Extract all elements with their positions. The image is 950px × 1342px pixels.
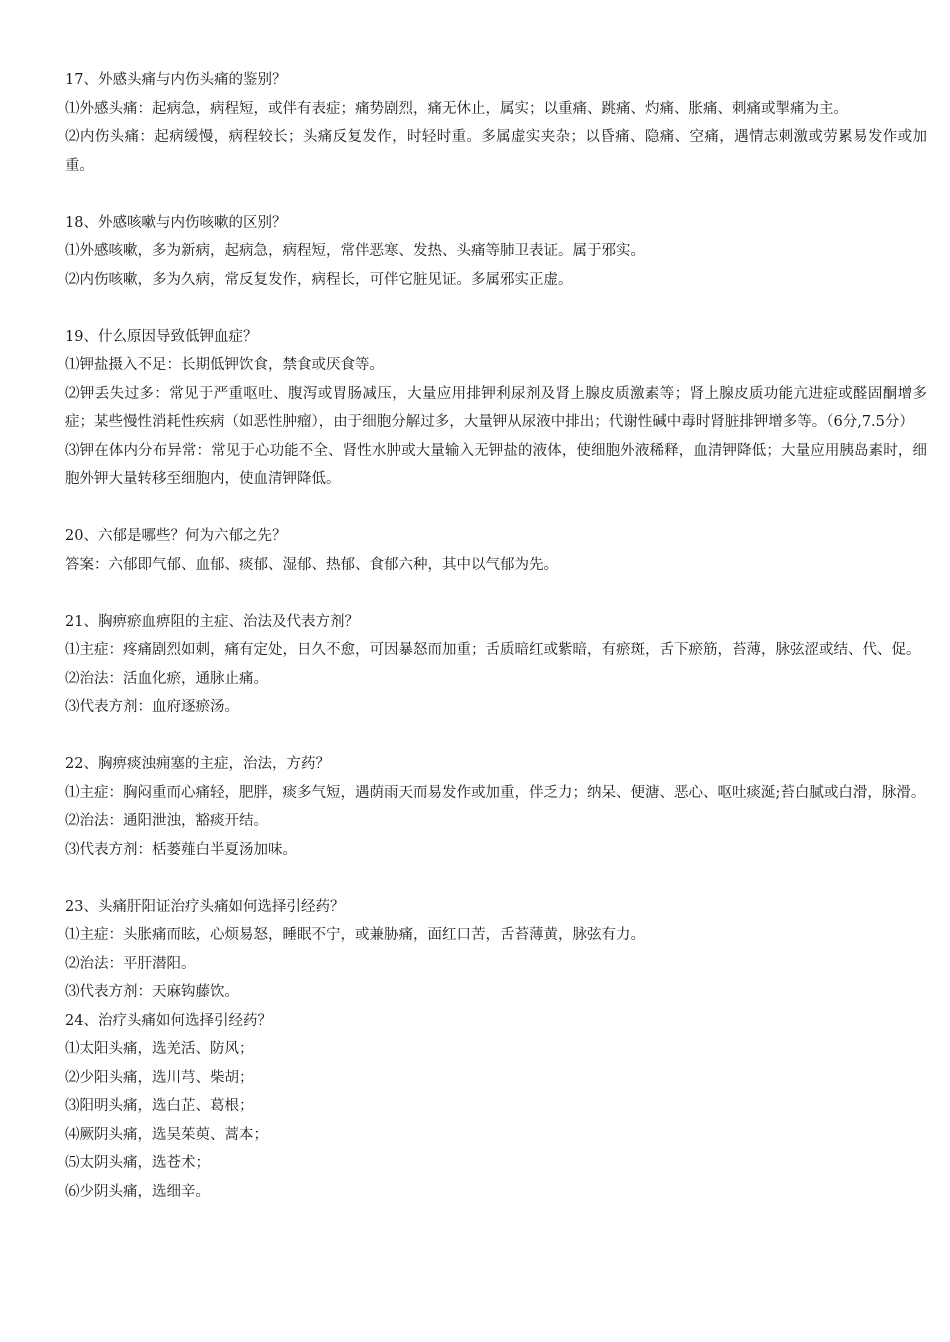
section-spacer: [65, 579, 927, 608]
answer-line: ⑶钾在体内分布异常：常见于心功能不全、肾性水肿或大量输入无钾盐的液体，使细胞外液稀释，血清钾降低；大量应用胰岛素时，细胞外钾大量转移至细胞内，使血清钾降低。: [65, 442, 927, 487]
question-heading: 20、六郁是哪些？何为六郁之先？: [65, 528, 287, 544]
answer-line: ⑶阳明头痛，选白芷、葛根；: [65, 1098, 254, 1114]
answer-line: ⑵内伤咳嗽，多为久病，常反复发作，病程长，可伴它脏见证。多属邪实正虚。: [65, 271, 573, 288]
section-20: [65, 522, 927, 579]
section-spacer: [65, 494, 927, 523]
answer-line: ⑴钾盐摄入不足：长期低钾饮食，禁食或厌食等。: [65, 357, 384, 373]
answer-line: ⑵内伤头痛：起病缓慢，病程较长；头痛反复发作，时轻时重。多属虚实夹杂；以昏痛、隐痛、空痛，遇情志刺激或劳累易发作或加重。: [65, 129, 927, 174]
answer-line: ⑵少阳头痛，选川芎、柴胡；: [65, 1069, 254, 1086]
answer-line: ⑸太阴头痛，选苍术；: [65, 1155, 210, 1171]
section-spacer: [65, 180, 927, 209]
answer-line: ⑶代表方剂：栝蒌薤白半夏汤加味。: [65, 841, 297, 858]
answer-line: ⑴主症：胸闷重而心痛轻，肥胖，痰多气短，遇荫雨天而易发作或加重，伴乏力；纳呆、便溏、恶心、呕吐痰涎;苔白腻或白滑，脉滑。: [65, 784, 926, 801]
section-18: [65, 209, 927, 295]
question-heading: 17、外感头痛与内伤头痛的鉴别？: [65, 72, 287, 88]
answer-line: ⑶代表方剂：血府逐瘀汤。: [65, 699, 239, 715]
question-heading: 23、头痛肝阳证治疗头痛如何选择引经药？: [65, 898, 345, 915]
answer-line: ⑴外感咳嗽，多为新病，起病急，病程短，常伴恶寒、发热、头痛等肺卫表证。属于邪实。: [65, 243, 645, 259]
section-24: [65, 1007, 927, 1207]
answer-line: ⑵钾丢失过多：常见于严重呕吐、腹泻或胃肠减压，大量应用排钾利尿剂及肾上腺皮质激素等；肾上腺皮质功能亢进症或醛固酮增多症；某些慢性消耗性疾病（如恶性肿瘤），由于细胞分解过多，大量钾从尿液中排出；代谢性碱中毒时肾脏排钾增多等。（6分,7.5分）: [65, 385, 927, 430]
answer-line: ⑴外感头痛：起病急，病程短，或伴有表症；痛势剧烈，痛无休止，属实；以重痛、跳痛、灼痛、胀痛、刺痛或掣痛为主。: [65, 100, 848, 117]
question-heading: 18、外感咳嗽与内伤咳嗽的区别？: [65, 214, 287, 231]
answer-line: ⑹少阴头痛，选细辛。: [65, 1183, 210, 1200]
section-22: [65, 750, 927, 864]
answer-line: ⑴太阳头痛，选羌活、防风；: [65, 1041, 254, 1057]
answer-line: ⑶代表方剂：天麻钩藤饮。: [65, 984, 239, 1000]
answer-line: ⑷厥阴头痛，选吴茱萸、蒿本；: [65, 1126, 268, 1143]
answer-line: 答案：六郁即气郁、血郁、痰郁、湿郁、热郁、食郁六种，其中以气郁为先。: [65, 556, 558, 573]
section-23: [65, 893, 927, 1007]
section-spacer: [65, 294, 927, 323]
section-spacer: [65, 722, 927, 751]
answer-line: ⑴主症：疼痛剧烈如刺，痛有定处，日久不愈，可因暴怒而加重；舌质暗红或紫暗，有瘀斑，舌下瘀筋，苔薄，脉弦涩或结、代、促。: [65, 642, 921, 658]
question-heading: 22、胸痹痰浊痈塞的主症，治法，方药？: [65, 756, 330, 772]
section-spacer: [65, 864, 927, 893]
question-heading: 24、治疗头痛如何选择引经药？: [65, 1012, 272, 1029]
section-19: [65, 323, 927, 494]
document-page: [65, 66, 927, 1206]
answer-line: ⑵治法：活血化瘀，通脉止痛。: [65, 670, 268, 687]
answer-line: ⑵治法：平肝潜阳。: [65, 955, 196, 972]
question-heading: 21、胸痹瘀血痹阻的主症、治法及代表方剂？: [65, 613, 359, 630]
question-heading: 19、什么原因导致低钾血症？: [65, 328, 258, 345]
answer-line: ⑵治法：通阳泄浊，豁痰开结。: [65, 813, 268, 829]
section-21: [65, 608, 927, 722]
answer-line: ⑴主症：头胀痛而眩，心烦易怒，睡眠不宁，或兼胁痛，面红口苦，舌苔薄黄，脉弦有力。: [65, 927, 645, 943]
section-17: [65, 66, 927, 180]
